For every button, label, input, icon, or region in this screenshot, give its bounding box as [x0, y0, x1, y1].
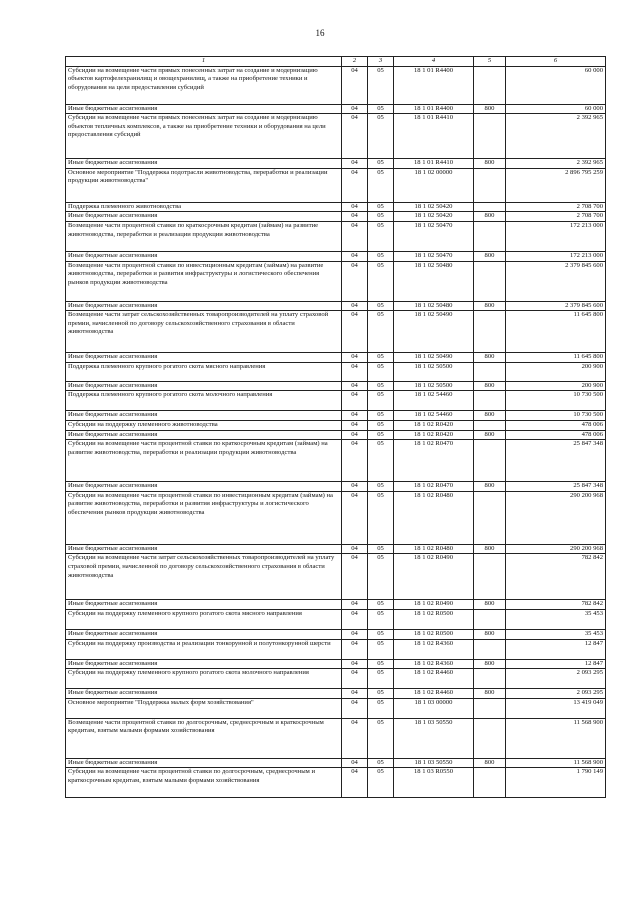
row-subsection-cell: 05 — [368, 212, 394, 222]
row-subsection-cell: 05 — [368, 202, 394, 212]
table-row — [66, 659, 606, 669]
row-section-cell: 04 — [342, 66, 368, 104]
row-amount-cell: 2 379 845 600 — [506, 261, 606, 301]
row-name-cell: Поддержка племенного крупного рогатого скота мясного направления — [66, 362, 342, 381]
row-expense-type-cell — [474, 609, 506, 629]
row-expense-type-cell: 800 — [474, 251, 506, 261]
table-row — [66, 251, 606, 261]
row-target-code-cell: 18 1 02 50420 — [394, 212, 474, 222]
row-section-cell: 04 — [342, 544, 368, 554]
row-target-code-cell: 18 1 02 R0420 — [394, 430, 474, 440]
header-cell-4: 4 — [394, 57, 474, 67]
row-expense-type-cell — [474, 391, 506, 411]
row-section-cell: 04 — [342, 391, 368, 411]
row-name-cell: Иные бюджетные ассигнования — [66, 104, 342, 114]
row-amount-cell: 478 006 — [506, 430, 606, 440]
table-row — [66, 66, 606, 104]
row-expense-type-cell — [474, 718, 506, 758]
row-target-code-cell: 18 1 02 R0490 — [394, 554, 474, 600]
table-row — [66, 301, 606, 311]
row-amount-cell: 2 093 295 — [506, 669, 606, 689]
table-row — [66, 221, 606, 251]
row-target-code-cell: 18 1 02 R0420 — [394, 420, 474, 430]
header-cell-3: 3 — [368, 57, 394, 67]
row-amount-cell: 200 900 — [506, 362, 606, 381]
row-target-code-cell: 18 1 02 54460 — [394, 411, 474, 421]
row-expense-type-cell — [474, 440, 506, 482]
row-target-code-cell: 18 1 03 50550 — [394, 718, 474, 758]
row-amount-cell: 35 453 — [506, 629, 606, 639]
row-subsection-cell: 05 — [368, 698, 394, 718]
row-expense-type-cell — [474, 554, 506, 600]
row-name-cell: Иные бюджетные ассигнования — [66, 659, 342, 669]
row-expense-type-cell — [474, 114, 506, 159]
table-row — [66, 159, 606, 169]
table-row — [66, 420, 606, 430]
table-header-row — [66, 57, 606, 67]
row-subsection-cell: 05 — [368, 362, 394, 381]
row-expense-type-cell: 800 — [474, 629, 506, 639]
row-name-cell: Иные бюджетные ассигнования — [66, 689, 342, 699]
table-row — [66, 639, 606, 659]
row-section-cell: 04 — [342, 168, 368, 202]
row-subsection-cell: 05 — [368, 221, 394, 251]
table-row — [66, 768, 606, 798]
table-row — [66, 544, 606, 554]
row-target-code-cell: 18 1 02 R0470 — [394, 440, 474, 482]
row-target-code-cell: 18 1 02 50420 — [394, 202, 474, 212]
row-amount-cell: 12 847 — [506, 639, 606, 659]
row-amount-cell: 2 708 700 — [506, 212, 606, 222]
row-expense-type-cell — [474, 420, 506, 430]
row-amount-cell: 60 000 — [506, 66, 606, 104]
row-subsection-cell: 05 — [368, 159, 394, 169]
row-subsection-cell: 05 — [368, 66, 394, 104]
row-section-cell: 04 — [342, 659, 368, 669]
row-subsection-cell: 05 — [368, 482, 394, 492]
row-name-cell: Субсидии на поддержку производства и реализации тонкорунной и полутонкорунной шерсти — [66, 639, 342, 659]
budget-table-body — [66, 57, 606, 798]
row-section-cell: 04 — [342, 381, 368, 391]
row-target-code-cell: 18 1 02 50470 — [394, 221, 474, 251]
row-expense-type-cell: 800 — [474, 301, 506, 311]
row-expense-type-cell — [474, 639, 506, 659]
row-amount-cell: 290 200 968 — [506, 491, 606, 544]
row-amount-cell: 11 568 900 — [506, 758, 606, 768]
row-name-cell: Возмещение части процентной ставки по инвестиционным кредитам (займам) на развитие животноводства, переработки и развития инфраструктуры и логистического обеспечения рынков продукции животноводства — [66, 261, 342, 301]
row-name-cell: Поддержка племенного животноводства — [66, 202, 342, 212]
row-amount-cell: 172 213 000 — [506, 251, 606, 261]
row-section-cell: 04 — [342, 698, 368, 718]
row-name-cell: Основное мероприятие "Поддержка малых форм хозяйствования" — [66, 698, 342, 718]
table-row — [66, 430, 606, 440]
row-target-code-cell: 18 1 03 50550 — [394, 758, 474, 768]
row-section-cell: 04 — [342, 689, 368, 699]
row-name-cell: Поддержка племенного крупного рогатого скота молочного направления — [66, 391, 342, 411]
page-number: 16 — [315, 28, 325, 38]
row-expense-type-cell: 800 — [474, 381, 506, 391]
row-name-cell: Иные бюджетные ассигнования — [66, 430, 342, 440]
row-name-cell: Иные бюджетные ассигнования — [66, 381, 342, 391]
row-amount-cell: 2 379 845 600 — [506, 301, 606, 311]
row-section-cell: 04 — [342, 362, 368, 381]
row-subsection-cell: 05 — [368, 104, 394, 114]
row-name-cell: Возмещение части затрат сельскохозяйственных товаропроизводителей на уплату страховой премии, начисленной по договору сельскохозяйственного страхования в области животноводства — [66, 311, 342, 353]
row-target-code-cell: 18 1 02 54460 — [394, 391, 474, 411]
row-subsection-cell: 05 — [368, 353, 394, 363]
row-name-cell: Иные бюджетные ассигнования — [66, 600, 342, 610]
row-section-cell: 04 — [342, 202, 368, 212]
row-target-code-cell: 18 1 03 R0550 — [394, 768, 474, 798]
row-name-cell: Иные бюджетные ассигнования — [66, 758, 342, 768]
row-expense-type-cell: 800 — [474, 659, 506, 669]
table-row — [66, 411, 606, 421]
row-section-cell: 04 — [342, 251, 368, 261]
row-name-cell: Иные бюджетные ассигнования — [66, 251, 342, 261]
header-cell-6: 6 — [506, 57, 606, 67]
row-target-code-cell: 18 1 02 R0470 — [394, 482, 474, 492]
table-row — [66, 168, 606, 202]
row-subsection-cell: 05 — [368, 440, 394, 482]
row-subsection-cell: 05 — [368, 544, 394, 554]
row-section-cell: 04 — [342, 554, 368, 600]
row-amount-cell: 10 730 500 — [506, 411, 606, 421]
table-row — [66, 440, 606, 482]
row-expense-type-cell — [474, 66, 506, 104]
row-target-code-cell: 18 1 02 00000 — [394, 168, 474, 202]
row-expense-type-cell: 800 — [474, 104, 506, 114]
row-expense-type-cell — [474, 311, 506, 353]
row-section-cell: 04 — [342, 411, 368, 421]
row-expense-type-cell — [474, 168, 506, 202]
row-section-cell: 04 — [342, 491, 368, 544]
row-expense-type-cell: 800 — [474, 430, 506, 440]
row-target-code-cell: 18 1 01 R4410 — [394, 114, 474, 159]
row-section-cell: 04 — [342, 758, 368, 768]
row-expense-type-cell: 800 — [474, 600, 506, 610]
row-amount-cell: 11 568 900 — [506, 718, 606, 758]
row-name-cell: Субсидии на возмещение части прямых понесенных затрат на создание и модернизацию объектов тепличных комплексов, а также на приобретение техники и оборудования на цели предоставления субсидий — [66, 114, 342, 159]
row-amount-cell: 478 006 — [506, 420, 606, 430]
row-section-cell: 04 — [342, 600, 368, 610]
table-row — [66, 554, 606, 600]
row-amount-cell: 10 730 500 — [506, 391, 606, 411]
row-target-code-cell: 18 1 02 R0490 — [394, 600, 474, 610]
row-expense-type-cell: 800 — [474, 689, 506, 699]
row-expense-type-cell: 800 — [474, 159, 506, 169]
row-target-code-cell: 18 1 02 R4360 — [394, 659, 474, 669]
header-cell-1: 1 — [66, 57, 342, 67]
row-subsection-cell: 05 — [368, 311, 394, 353]
row-expense-type-cell: 800 — [474, 212, 506, 222]
table-row — [66, 104, 606, 114]
row-amount-cell: 782 842 — [506, 600, 606, 610]
row-section-cell: 04 — [342, 639, 368, 659]
row-section-cell: 04 — [342, 669, 368, 689]
row-amount-cell: 2 093 295 — [506, 689, 606, 699]
row-expense-type-cell — [474, 698, 506, 718]
row-subsection-cell: 05 — [368, 609, 394, 629]
row-target-code-cell: 18 1 02 R4460 — [394, 669, 474, 689]
row-target-code-cell: 18 1 02 50480 — [394, 301, 474, 311]
row-expense-type-cell — [474, 491, 506, 544]
row-section-cell: 04 — [342, 440, 368, 482]
row-amount-cell: 1 790 149 — [506, 768, 606, 798]
row-amount-cell: 290 200 968 — [506, 544, 606, 554]
row-subsection-cell: 05 — [368, 491, 394, 544]
table-row — [66, 600, 606, 610]
row-subsection-cell: 05 — [368, 600, 394, 610]
row-name-cell: Основное мероприятие "Поддержка подотрасли животноводства, переработки и реализации продукции животноводства" — [66, 168, 342, 202]
row-subsection-cell: 05 — [368, 554, 394, 600]
table-row — [66, 482, 606, 492]
row-name-cell: Иные бюджетные ассигнования — [66, 212, 342, 222]
row-subsection-cell: 05 — [368, 391, 394, 411]
row-amount-cell: 25 847 348 — [506, 482, 606, 492]
row-subsection-cell: 05 — [368, 669, 394, 689]
row-amount-cell: 2 896 795 259 — [506, 168, 606, 202]
row-amount-cell: 25 847 348 — [506, 440, 606, 482]
row-section-cell: 04 — [342, 212, 368, 222]
row-amount-cell: 172 213 000 — [506, 221, 606, 251]
row-amount-cell: 35 453 — [506, 609, 606, 629]
row-name-cell: Иные бюджетные ассигнования — [66, 301, 342, 311]
row-section-cell: 04 — [342, 104, 368, 114]
row-name-cell: Субсидии на поддержку племенного крупного рогатого скота мясного направления — [66, 609, 342, 629]
row-expense-type-cell — [474, 221, 506, 251]
row-subsection-cell: 05 — [368, 430, 394, 440]
row-section-cell: 04 — [342, 629, 368, 639]
table-row — [66, 718, 606, 758]
row-name-cell: Иные бюджетные ассигнования — [66, 482, 342, 492]
row-name-cell: Субсидии на поддержку племенного животноводства — [66, 420, 342, 430]
row-subsection-cell: 05 — [368, 420, 394, 430]
row-target-code-cell: 18 1 02 50490 — [394, 311, 474, 353]
row-section-cell: 04 — [342, 353, 368, 363]
row-subsection-cell: 05 — [368, 758, 394, 768]
row-expense-type-cell — [474, 202, 506, 212]
row-target-code-cell: 18 1 02 50500 — [394, 381, 474, 391]
row-section-cell: 04 — [342, 261, 368, 301]
row-amount-cell: 782 842 — [506, 554, 606, 600]
row-name-cell: Возмещение части процентной ставки по краткосрочным кредитам (займам) на развитие животноводства, переработки и реализации продукции животноводства — [66, 221, 342, 251]
row-subsection-cell: 05 — [368, 301, 394, 311]
row-expense-type-cell — [474, 669, 506, 689]
row-target-code-cell: 18 1 02 50500 — [394, 362, 474, 381]
row-section-cell: 04 — [342, 768, 368, 798]
row-name-cell: Иные бюджетные ассигнования — [66, 159, 342, 169]
table-row — [66, 353, 606, 363]
row-expense-type-cell: 800 — [474, 353, 506, 363]
row-expense-type-cell: 800 — [474, 544, 506, 554]
row-target-code-cell: 18 1 02 R4360 — [394, 639, 474, 659]
table-row — [66, 311, 606, 353]
row-section-cell: 04 — [342, 301, 368, 311]
header-cell-5: 5 — [474, 57, 506, 67]
row-amount-cell: 11 645 800 — [506, 311, 606, 353]
row-subsection-cell: 05 — [368, 718, 394, 758]
row-section-cell: 04 — [342, 482, 368, 492]
row-subsection-cell: 05 — [368, 639, 394, 659]
table-row — [66, 202, 606, 212]
row-name-cell: Субсидии на возмещение части процентной ставки по долгосрочным, среднесрочным и краткосрочным кредитам, взятым малыми формами хозяйствования — [66, 768, 342, 798]
budget-table — [65, 56, 606, 798]
row-amount-cell: 2 708 700 — [506, 202, 606, 212]
row-subsection-cell: 05 — [368, 261, 394, 301]
row-section-cell: 04 — [342, 159, 368, 169]
row-section-cell: 04 — [342, 718, 368, 758]
row-subsection-cell: 05 — [368, 114, 394, 159]
row-name-cell: Иные бюджетные ассигнования — [66, 411, 342, 421]
row-name-cell: Иные бюджетные ассигнования — [66, 353, 342, 363]
row-expense-type-cell: 800 — [474, 411, 506, 421]
row-amount-cell: 13 419 049 — [506, 698, 606, 718]
row-target-code-cell: 18 1 02 50480 — [394, 261, 474, 301]
row-amount-cell: 60 000 — [506, 104, 606, 114]
row-section-cell: 04 — [342, 221, 368, 251]
row-subsection-cell: 05 — [368, 168, 394, 202]
row-name-cell: Возмещение части процентной ставки по долгосрочным, среднесрочным и краткосрочным кредитам, взятым малыми формами хозяйствования — [66, 718, 342, 758]
row-section-cell: 04 — [342, 609, 368, 629]
table-row — [66, 114, 606, 159]
row-amount-cell: 11 645 800 — [506, 353, 606, 363]
row-amount-cell: 200 900 — [506, 381, 606, 391]
table-row — [66, 629, 606, 639]
row-section-cell: 04 — [342, 420, 368, 430]
table-row — [66, 261, 606, 301]
table-row — [66, 609, 606, 629]
row-amount-cell: 2 392 965 — [506, 159, 606, 169]
row-expense-type-cell: 800 — [474, 482, 506, 492]
row-target-code-cell: 18 1 02 R0500 — [394, 609, 474, 629]
row-target-code-cell: 18 1 02 R0500 — [394, 629, 474, 639]
row-subsection-cell: 05 — [368, 768, 394, 798]
row-amount-cell: 2 392 965 — [506, 114, 606, 159]
row-subsection-cell: 05 — [368, 251, 394, 261]
row-expense-type-cell — [474, 768, 506, 798]
row-subsection-cell: 05 — [368, 381, 394, 391]
row-amount-cell: 12 847 — [506, 659, 606, 669]
row-target-code-cell: 18 1 02 50470 — [394, 251, 474, 261]
table-row — [66, 491, 606, 544]
row-target-code-cell: 18 1 01 R4410 — [394, 159, 474, 169]
table-row — [66, 212, 606, 222]
row-subsection-cell: 05 — [368, 689, 394, 699]
row-name-cell: Субсидии на возмещение части прямых понесенных затрат на создание и модернизацию объектов картофелехранилищ и овощехранилищ, а также на приобретение техники и оборудования на цели предоставления субсидий — [66, 66, 342, 104]
row-expense-type-cell: 800 — [474, 758, 506, 768]
row-name-cell: Иные бюджетные ассигнования — [66, 629, 342, 639]
row-expense-type-cell — [474, 261, 506, 301]
table-row — [66, 391, 606, 411]
row-name-cell: Субсидии на возмещение части процентной ставки по инвестиционным кредитам (займам) на развитие животноводства, переработки и развития инфраструктуры и логистического обеспечения рынков продукции животноводства — [66, 491, 342, 544]
row-subsection-cell: 05 — [368, 659, 394, 669]
table-row — [66, 689, 606, 699]
row-target-code-cell: 18 1 02 50490 — [394, 353, 474, 363]
row-section-cell: 04 — [342, 311, 368, 353]
row-name-cell: Субсидии на поддержку племенного крупного рогатого скота молочного направления — [66, 669, 342, 689]
header-cell-2: 2 — [342, 57, 368, 67]
row-target-code-cell: 18 1 02 R0480 — [394, 491, 474, 544]
row-name-cell: Субсидии на возмещение части процентной ставки по краткосрочным кредитам (займам) на развитие животноводства, переработки и реализации продукции животноводства — [66, 440, 342, 482]
row-expense-type-cell — [474, 362, 506, 381]
row-name-cell: Субсидии на возмещение части затрат сельскохозяйственных товаропроизводителей на уплату страховой премии, начисленной по договору сельскохозяйственного страхования в области животноводства — [66, 554, 342, 600]
row-section-cell: 04 — [342, 430, 368, 440]
table-row — [66, 698, 606, 718]
row-target-code-cell: 18 1 02 R4460 — [394, 689, 474, 699]
row-subsection-cell: 05 — [368, 629, 394, 639]
row-section-cell: 04 — [342, 114, 368, 159]
row-target-code-cell: 18 1 03 00000 — [394, 698, 474, 718]
row-name-cell: Иные бюджетные ассигнования — [66, 544, 342, 554]
table-row — [66, 669, 606, 689]
row-subsection-cell: 05 — [368, 411, 394, 421]
table-row — [66, 381, 606, 391]
table-row — [66, 362, 606, 381]
row-target-code-cell: 18 1 02 R0480 — [394, 544, 474, 554]
row-target-code-cell: 18 1 01 R4400 — [394, 104, 474, 114]
table-row — [66, 758, 606, 768]
row-target-code-cell: 18 1 01 R4400 — [394, 66, 474, 104]
